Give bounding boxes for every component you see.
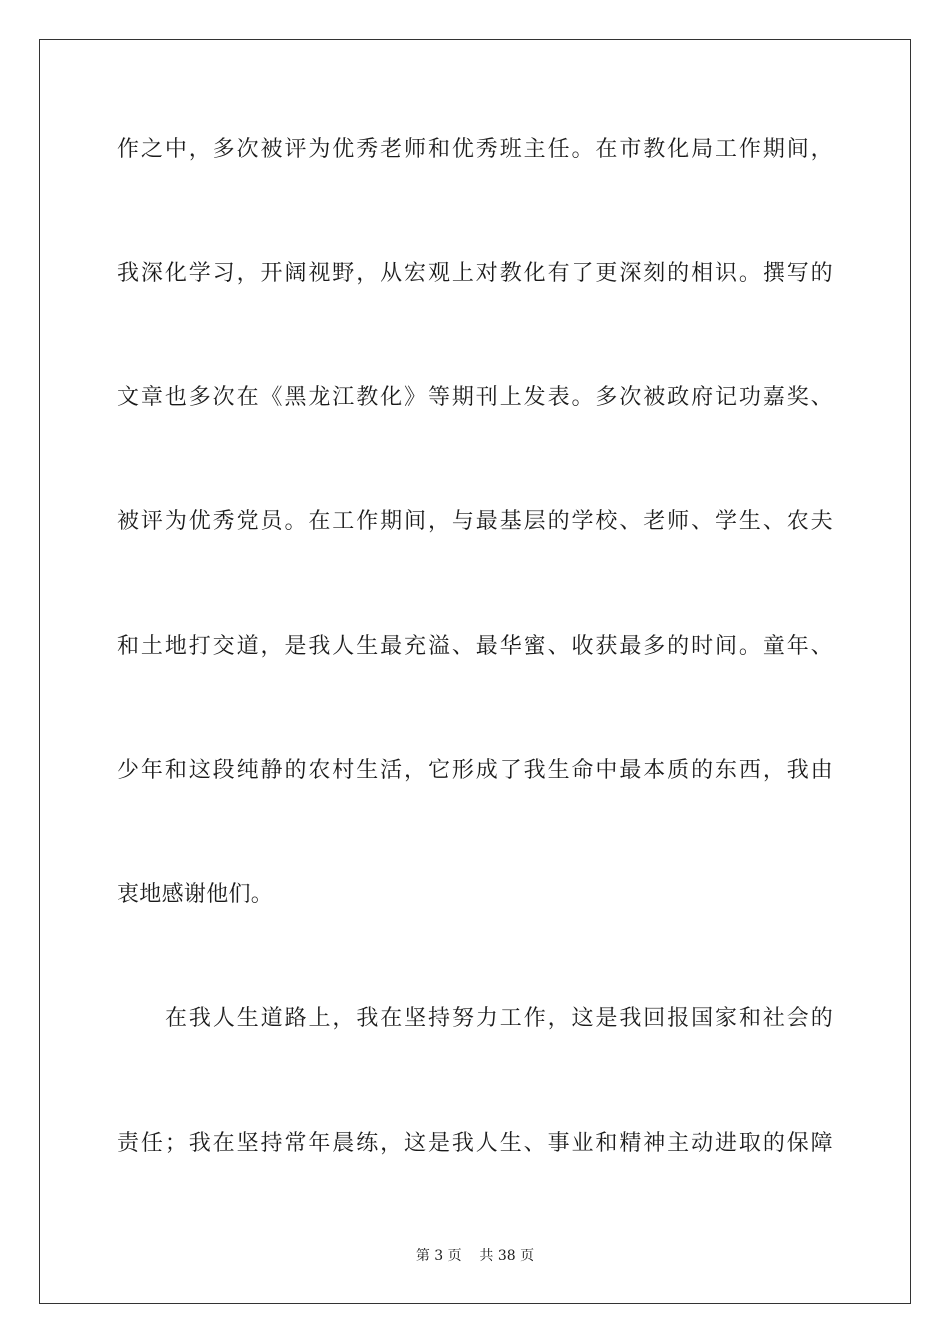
paragraph-line: 被评为优秀党员。在工作期间，与最基层的学校、老师、学生、农夫 xyxy=(117,509,833,534)
paragraph-line-indented: 在我人生道路上，我在坚持努力工作，这是我回报国家和社会的 xyxy=(165,1006,833,1031)
paragraph-line: 文章也多次在《黑龙江教化》等期刊上发表。多次被政府记功嘉奖、 xyxy=(117,385,833,410)
paragraph-line: 作之中，多次被评为优秀老师和优秀班主任。在市教化局工作期间， xyxy=(117,137,833,162)
paragraph-line: 少年和这段纯静的农村生活，它形成了我生命中最本质的东西，我由 xyxy=(117,758,833,783)
paragraph-line: 衷地感谢他们。 xyxy=(117,882,274,907)
paragraph-line: 我深化学习，开阔视野，从宏观上对教化有了更深刻的相识。撰写的 xyxy=(117,261,833,286)
paragraph-line: 和土地打交道，是我人生最充溢、最华蜜、收获最多的时间。童年、 xyxy=(117,634,833,659)
page-border xyxy=(39,39,911,1304)
page-number-footer: 第 3 页 共 38 页 xyxy=(415,1248,535,1264)
paragraph-line: 责任；我在坚持常年晨练，这是我人生、事业和精神主动进取的保障 xyxy=(117,1131,833,1156)
